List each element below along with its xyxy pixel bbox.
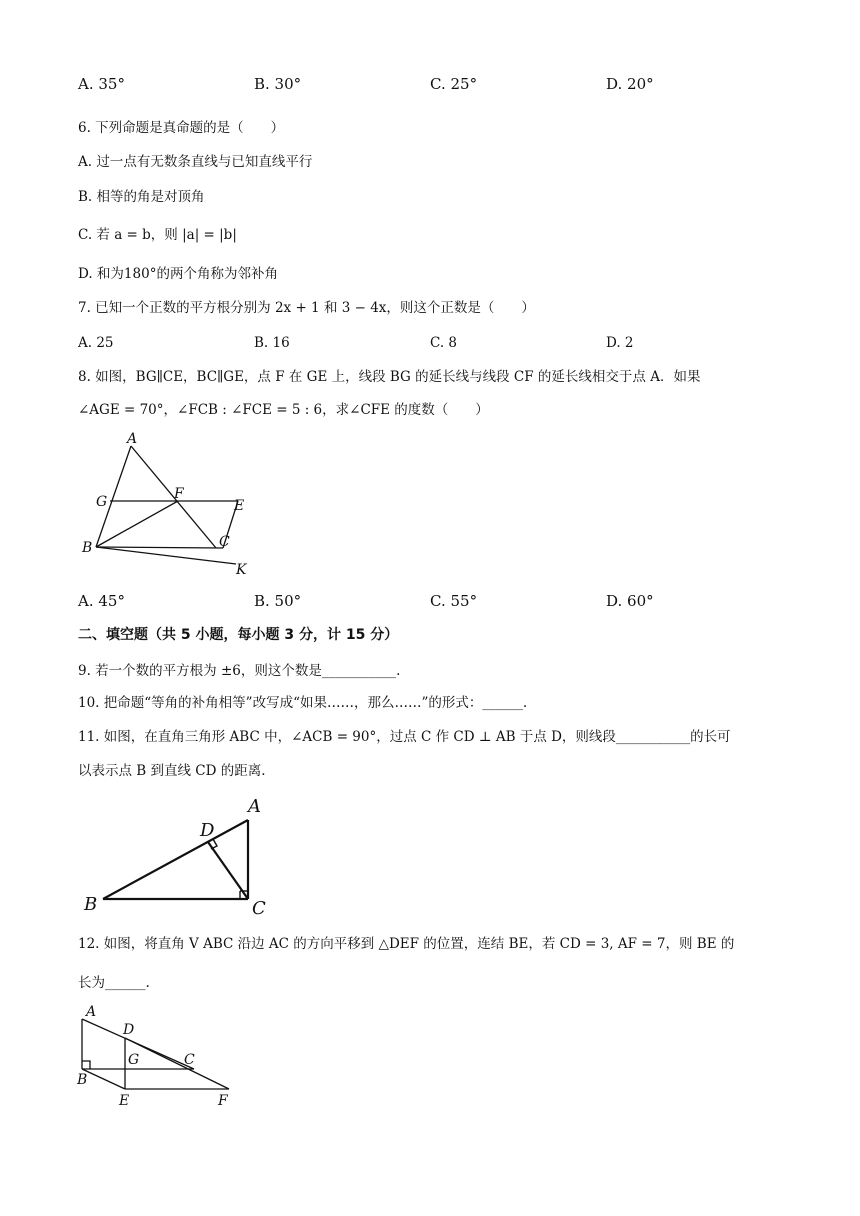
- q11-stem-line2: 以表示点 B 到直线 CD 的距离.: [78, 763, 266, 779]
- q12-line-be: [82, 1069, 125, 1089]
- q12-stem-line1: 12. 如图，将直角 V ABC 沿边 AC 的方向平移到 △DEF 的位置，连结 BE，若 CD = 3, AF = 7，则 BE 的: [78, 936, 735, 952]
- q11-label-c: C: [252, 898, 266, 919]
- q5-option-c: C. 25°: [430, 75, 478, 93]
- q7-option-c: C. 8: [430, 335, 458, 351]
- q8-label-c: C: [219, 534, 230, 550]
- q6-option-a: A. 过一点有无数条直线与已知直线平行: [78, 154, 313, 170]
- q8-label-e: E: [234, 498, 245, 514]
- q8-stem-line1: 8. 如图，BG∥CE，BC∥GE，点 F 在 GE 上，线段 BG 的延长线与线段 CF 的延长线相交于点 A．如果: [78, 369, 701, 385]
- q11-stem-line1: 11. 如图，在直角三角形 ABC 中，∠ACB = 90°，过点 C 作 CD ⊥ AB 于点 D，则线段___________的长可: [78, 729, 731, 745]
- q5-option-d: D. 20°: [606, 75, 654, 93]
- q8-label-a: A: [127, 431, 138, 447]
- q8-line-bc: [96, 547, 223, 548]
- q7-stem: 7. 已知一个正数的平方根分别为 2x + 1 和 3 − 4x，则这个正数是（ ）: [78, 300, 535, 316]
- section-2-title: 二、填空题（共 5 小题，每小题 3 分，计 15 分）: [78, 627, 399, 643]
- q8-label-f: F: [174, 486, 184, 502]
- q7-option-b: B. 16: [254, 335, 290, 351]
- q8-figure: [78, 428, 268, 578]
- q9-text: 9. 若一个数的平方根为 ±6，则这个数是___________.: [78, 663, 401, 679]
- q12-label-c: C: [184, 1052, 195, 1068]
- q12-label-b: B: [77, 1072, 88, 1088]
- q12-label-f: F: [218, 1093, 228, 1109]
- q11-line-ab: [103, 820, 248, 899]
- q11-label-b: B: [84, 894, 98, 915]
- q12-stem-line2: 长为______.: [78, 975, 150, 991]
- q8-stem-line2: ∠AGE = 70°，∠FCB : ∠FCE = 5 : 6，求∠CFE 的度数（ ）: [78, 402, 489, 418]
- q12-label-g: G: [128, 1052, 140, 1068]
- q8-option-a: A. 45°: [78, 592, 125, 610]
- q7-option-d: D. 2: [606, 335, 634, 351]
- q12-label-d: D: [123, 1022, 135, 1038]
- q12-label-e: E: [119, 1093, 130, 1109]
- q10-text: 10. 把命题“等角的补角相等”改写成“如果……，那么……”的形式：______.: [78, 695, 528, 711]
- q7-option-a: A. 25: [78, 335, 114, 351]
- q8-label-b: B: [82, 540, 93, 556]
- q11-figure: [78, 790, 288, 920]
- q8-option-b: B. 50°: [254, 592, 302, 610]
- q5-option-a: A. 35°: [78, 75, 125, 93]
- q12-right-angle-b: [82, 1061, 90, 1069]
- q12-line-df: [125, 1038, 229, 1089]
- q8-option-d: D. 60°: [606, 592, 654, 610]
- q6-stem: 6. 下列命题是真命题的是（ ）: [78, 120, 285, 136]
- q8-line-bk: [96, 547, 236, 564]
- q11-label-a: A: [248, 796, 261, 817]
- q12-figure: [74, 1002, 244, 1107]
- q6-option-d: D. 和为180°的两个角称为邻补角: [78, 266, 278, 282]
- q11-label-d: D: [200, 820, 215, 841]
- q6-option-b: B. 相等的角是对顶角: [78, 189, 205, 205]
- q8-label-k: K: [236, 562, 247, 578]
- q12-label-a: A: [86, 1004, 97, 1020]
- q5-option-b: B. 30°: [254, 75, 302, 93]
- q6-option-c: C. 若 a = b，则 |a| = |b|: [78, 227, 237, 243]
- q8-option-c: C. 55°: [430, 592, 478, 610]
- q8-line-bf: [96, 501, 178, 547]
- q8-label-g: G: [96, 494, 108, 510]
